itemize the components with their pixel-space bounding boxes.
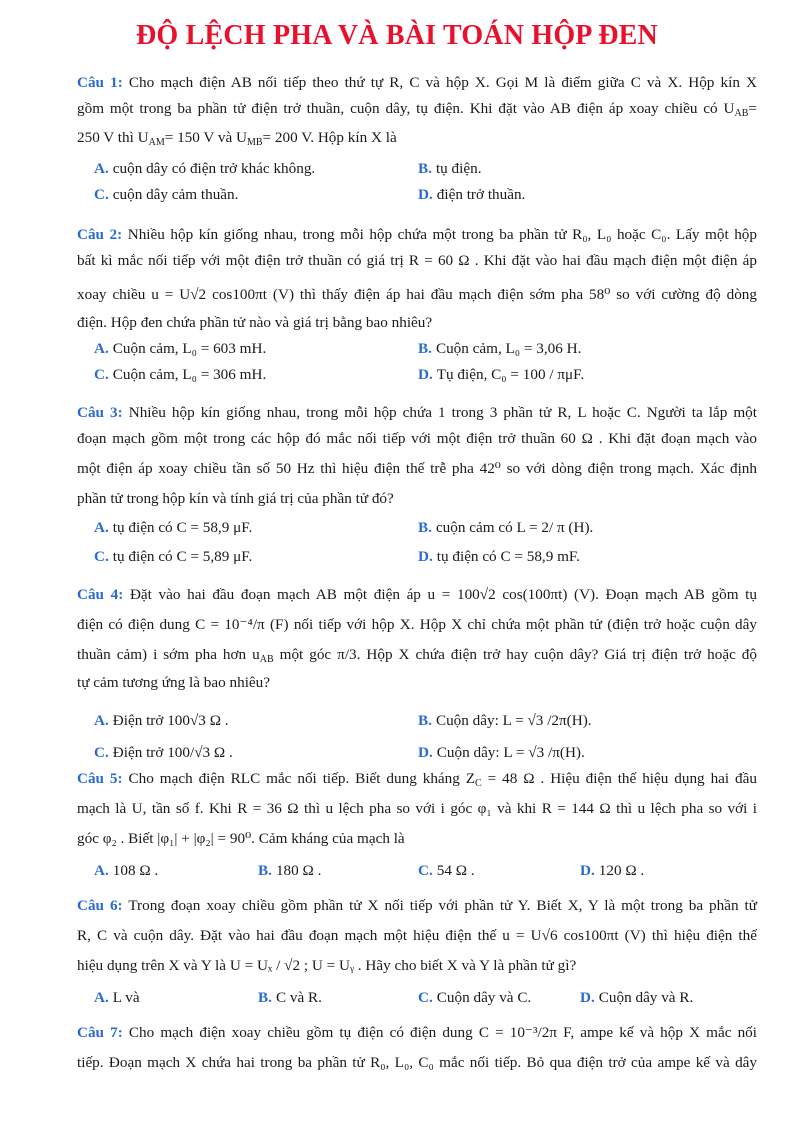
question-1 [77,70,757,208]
answer-row [77,985,757,1011]
answer-option-b[interactable]: B. cuộn cảm có L = 2/ π (H). [418,519,594,536]
answer-option-a[interactable]: A. cuộn dây có điện trở khác không. [94,160,316,177]
question-text-line: Câu 4: Đặt vào hai đầu đoạn mạch AB một điện áp u = 100√2 cos(100πt) (V). Đoạn mạch AB gồm tụ [77,586,757,603]
question-label: Câu 2: [77,226,123,243]
answer-option-c[interactable]: C. Cuộn dây và C. [418,989,532,1006]
answer-option-d[interactable]: D. Tụ điện, C₀ = 100 / πμF. [418,366,585,383]
answer-row [77,544,757,570]
question-text-line: bất kì mắc nối tiếp với một điện trở thuần có giá trị R = 60 Ω . Khi đặt vào hai đầu mạch điện một điện áp [77,252,757,269]
answer-option-a[interactable]: A. tụ điện có C = 58,9 μF. [94,519,253,536]
answer-option-b[interactable]: B. 180 Ω . [258,862,322,879]
question-text-line: đoạn mạch gồm một trong các hộp đó mắc nối tiếp với một điện trở thuần 60 Ω . Khi đặt đoạn mạch vào [77,430,757,447]
question-text-line: phần tử trong hộp kín và tính giá trị của phần tử đó? [77,490,394,507]
answer-option-c[interactable]: C. Điện trở 100/√3 Ω . [94,744,233,761]
question-text-line: tiếp. Đoạn mạch X chứa hai trong ba phần tử R₀, L₀, C₀ mắc nối tiếp. Bỏ qua điện trở của ampe kế và dây [77,1054,757,1071]
question-text-line: tự cảm tương ứng là bao nhiêu? [77,674,270,691]
question-2 [77,222,757,388]
question-text-line: Câu 3: Nhiều hộp kín giống nhau, trong mỗi hộp chứa 1 trong 3 phần tử R, L hoặc C. Người ta lắp một [77,404,757,421]
question-text-line: Câu 2: Nhiều hộp kín giống nhau, trong mỗi hộp chứa một trong ba phần tử R₀, L₀ hoặc C₀. Lấy một hộp [77,226,757,243]
question-text-line: xoay chiều u = U√2 cos100πt (V) thì thấy điện áp hai đầu mạch điện sớm pha 58⁰ so với cường độ dòng [77,286,757,303]
question-text-line: điện. Hộp đen chứa phần tử nào và giá trị bằng bao nhiêu? [77,314,433,331]
answer-row [77,708,757,734]
question-label: Câu 3: [77,404,123,421]
answer-option-a[interactable]: A. Cuộn cảm, L₀ = 603 mH. [94,340,267,357]
answer-option-d[interactable]: D. điện trở thuần. [418,186,526,203]
question-text-line: Câu 1: Cho mạch điện AB nối tiếp theo thứ tự R, C và hộp X. Gọi M là điểm giữa C và X. Hộp kín X [77,74,757,91]
answer-option-d[interactable]: D. 120 Ω . [580,862,645,879]
question-text-line: một điện áp xoay chiều tần số 50 Hz thì hiệu điện thế trễ pha 42⁰ so với dòng điện trong mạch. Xác định [77,460,757,477]
question-6 [77,893,757,1011]
question-label: Câu 5: [77,770,123,787]
answer-option-b[interactable]: B. Cuộn cảm, L₀ = 3,06 H. [418,340,582,357]
question-text-line: gồm một trong ba phần tử điện trở thuần, cuộn dây, tụ điện. Khi đặt vào AB điện áp xoay chiều có $U_{AB}=$ [77,100,757,119]
page-title: ĐỘ LỆCH PHA VÀ BÀI TOÁN HỘP ĐEN [136,20,658,51]
answer-option-a[interactable]: A. L và [94,989,140,1006]
question-label: Câu 6: [77,897,123,914]
answer-option-c[interactable]: C. Cuộn cảm, L₀ = 306 mH. [94,366,267,383]
question-7 [77,1020,757,1076]
answer-option-b[interactable]: B. C và R. [258,989,322,1006]
answer-option-c[interactable]: C. cuộn dây cảm thuần. [94,186,239,203]
answer-option-b[interactable]: B. tụ điện. [418,160,482,177]
answer-option-a[interactable]: A. 108 Ω . [94,862,159,879]
question-label: Câu 4: [77,586,124,603]
answer-row [77,182,757,208]
answer-option-c[interactable]: C. tụ điện có C = 5,89 μF. [94,548,253,565]
question-text-line: góc φ₂ . Biết |φ₁| + |φ₂| = 90⁰. Cảm kháng của mạch là [77,830,405,847]
question-text-line: mạch là U, tần số f. Khi R = 36 Ω thì u lệch pha so với i góc φ₁ và khi R = 144 Ω thì u lệch pha so với i [77,800,757,817]
answer-row [77,156,757,182]
answer-option-c[interactable]: C. 54 Ω . [418,862,475,879]
question-5 [77,766,757,884]
answer-option-d[interactable]: D. Cuộn dây: L = √3 /π(H). [418,744,585,761]
question-text-line: thuần cảm) i sớm pha hơn $u_{AB}$ một góc π/3. Hộp X chứa điện trở hay cuộn dây? Giá trị điện trở hoặc độ [77,646,757,665]
question-text-line: Câu 6: Trong đoạn xoay chiều gồm phần tử X nối tiếp với phần tử Y. Biết X, Y là một trong ba phần tử [77,897,757,914]
question-text-line: 250 V thì $U_{AM}= 150$ V và $U_{MB}= 200$ V. Hộp kín X là [77,129,397,148]
question-label: Câu 7: [77,1024,123,1041]
question-3 [77,400,757,570]
answer-row [77,336,757,362]
question-text-line: Câu 5: Cho mạch điện RLC mắc nối tiếp. Biết dung kháng $Z_C = 48$ Ω . Hiệu điện thế hiệu dụng hai đầu [77,770,757,789]
question-text-line: điện có điện dung C = 10⁻⁴/π (F) nối tiếp với hộp X. Hộp X chỉ chứa một phần tử (điện trở hoặc cuộn dây [77,616,757,633]
question-text-line: Câu 7: Cho mạch điện xoay chiều gồm tụ điện có điện dung C = 10⁻³/2π F, ampe kế và hộp X mắc nối [77,1024,757,1041]
question-text-line: R, C và cuộn dây. Đặt vào hai đầu đoạn mạch một hiệu điện thế u = U√6 cos100πt (V) thì hiệu điện thế [77,927,757,944]
answer-option-a[interactable]: A. Điện trở 100√3 Ω . [94,712,229,729]
question-4 [77,582,757,766]
answer-row [77,740,757,766]
question-label: Câu 1: [77,74,123,91]
answer-row [77,362,757,388]
answer-row [77,858,757,884]
answer-option-d[interactable]: D. tụ điện có C = 58,9 mF. [418,548,580,565]
answer-row [77,515,757,541]
answer-option-d[interactable]: D. Cuộn dây và R. [580,989,694,1006]
question-text-line: hiệu dụng trên X và Y là U = Uₓ / √2 ; U = Uᵧ . Hãy cho biết X và Y là phần tử gì? [77,957,577,974]
answer-option-b[interactable]: B. Cuộn dây: L = √3 /2π(H). [418,712,592,729]
